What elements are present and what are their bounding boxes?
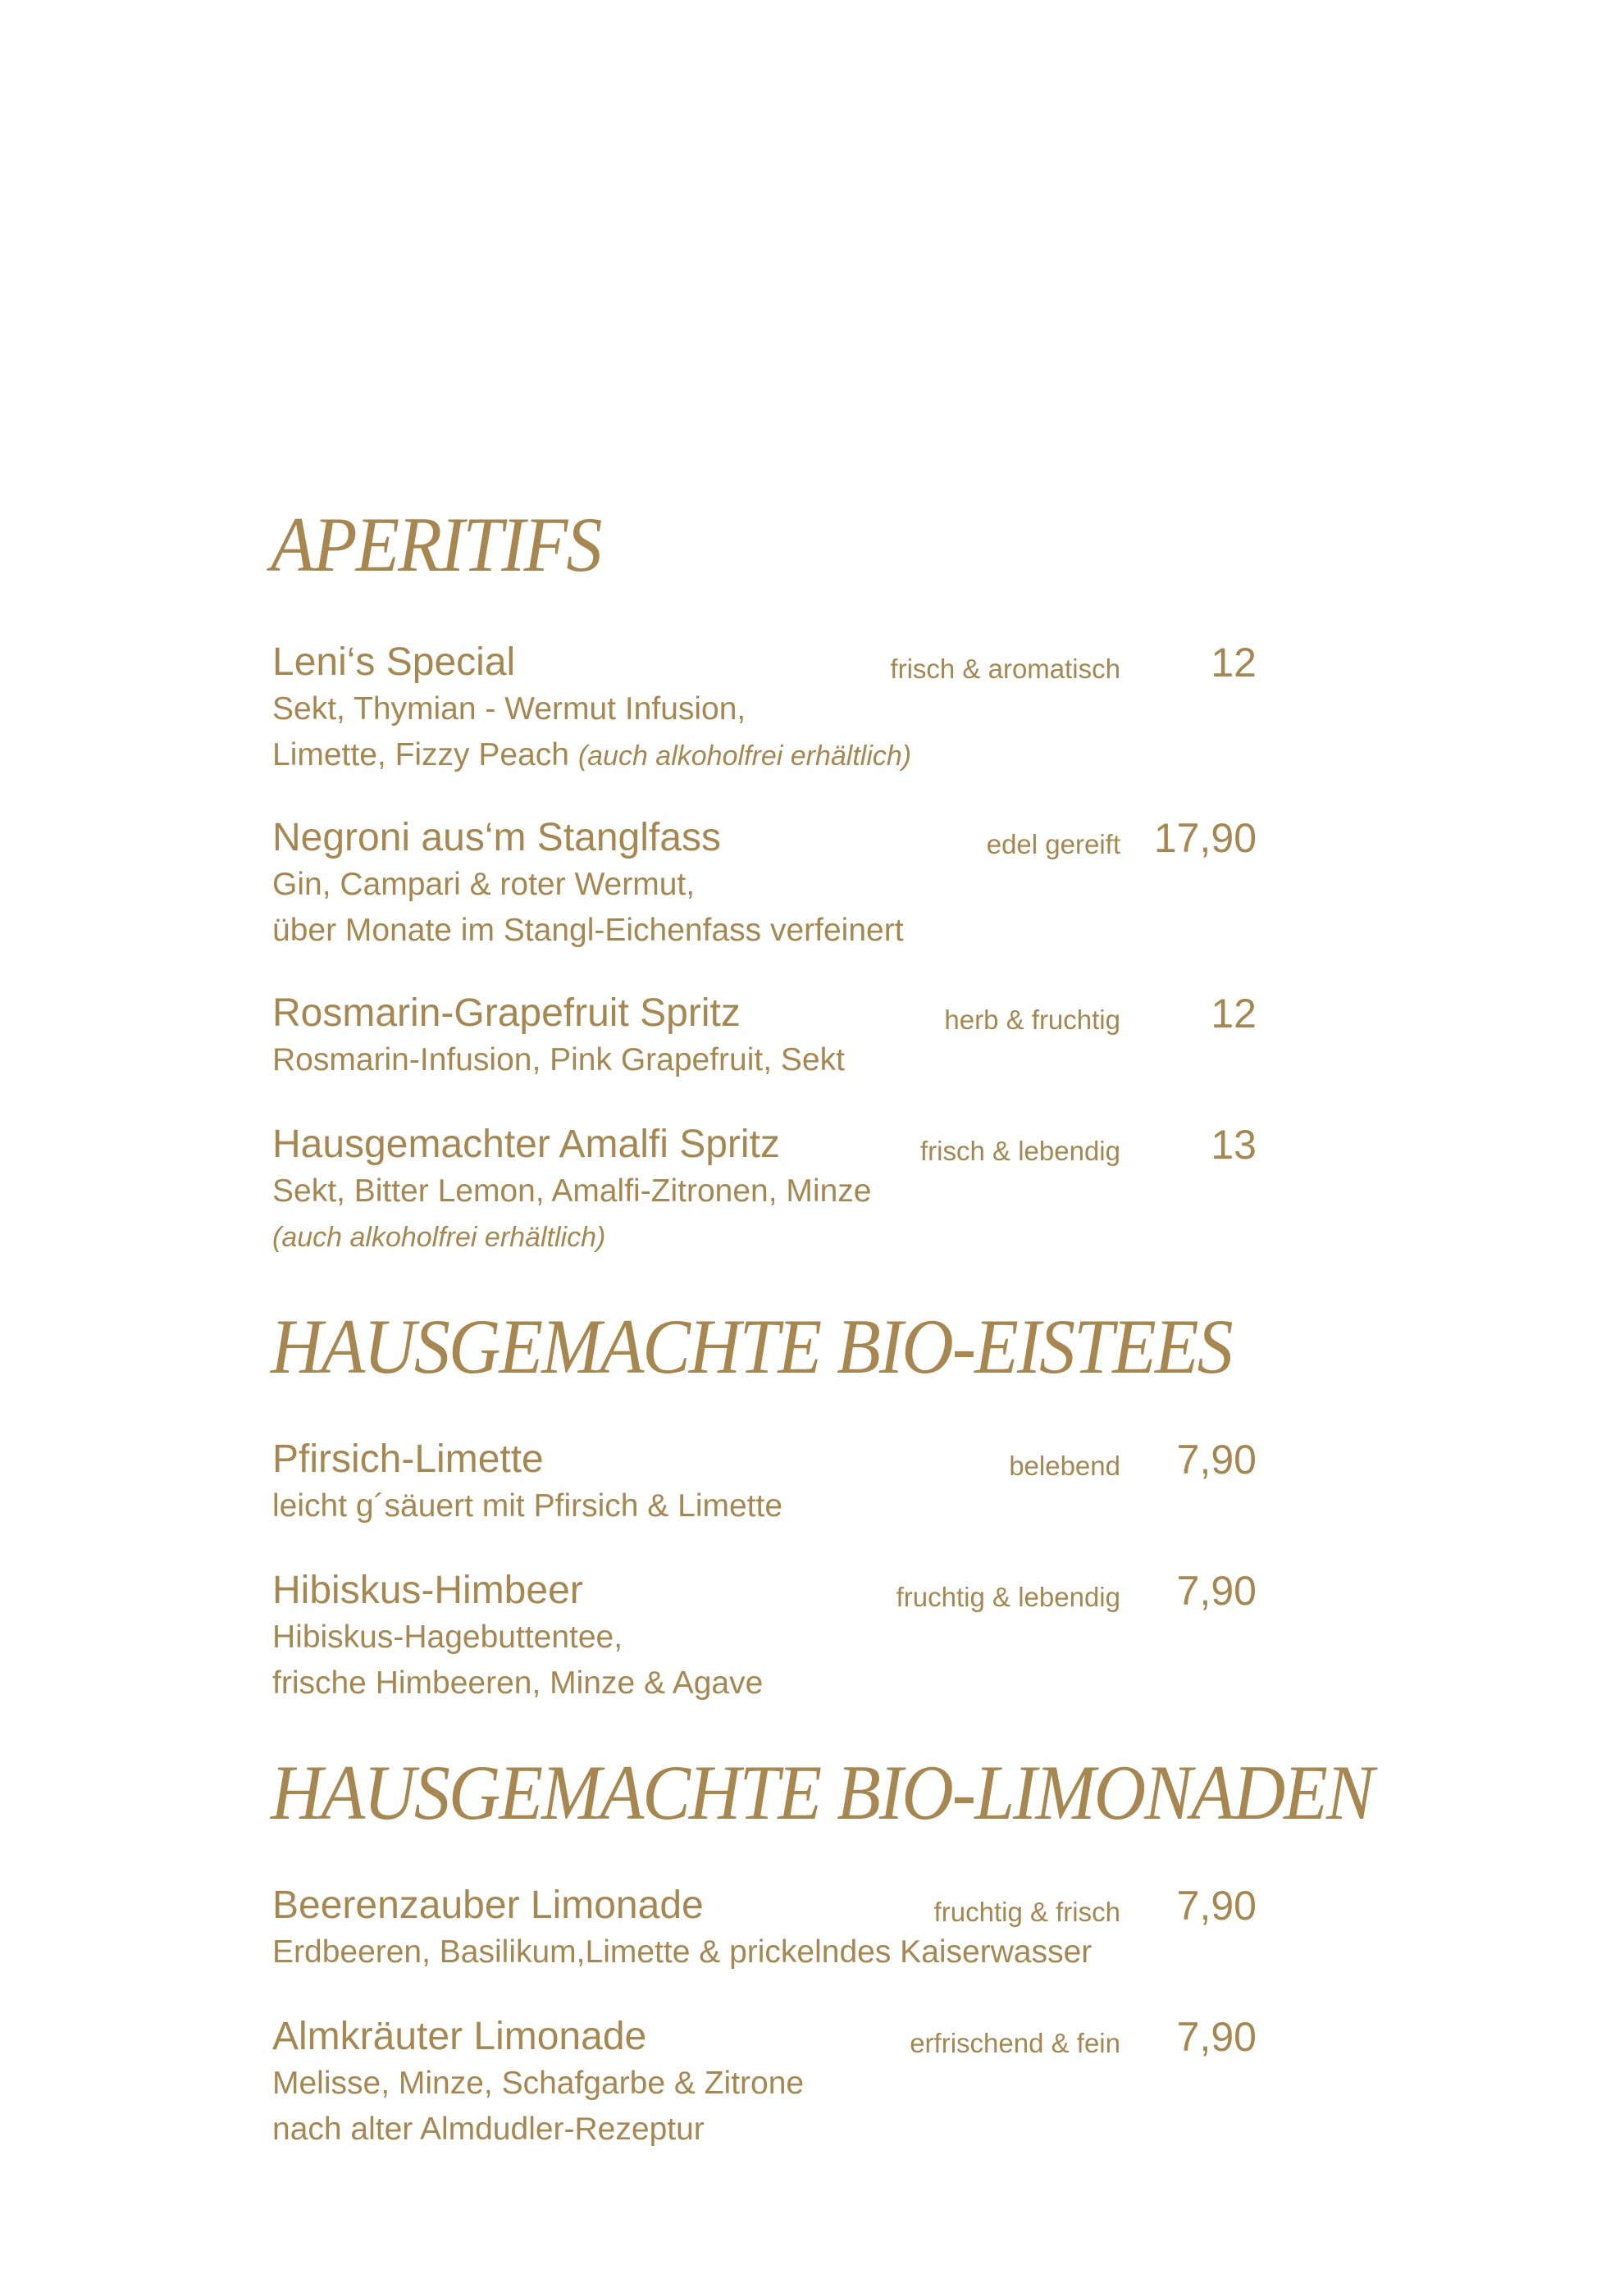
menu-item-pfirsich-limette [272, 1437, 1257, 1528]
menu-item-rosmarin-grapefruit-spritz [272, 991, 1257, 1082]
item-description-line: Erdbeeren, Basilikum,Limette & prickelndes Kaiserwasser [272, 1934, 1093, 1970]
item-name: Beerenzauber Limonade [272, 1884, 704, 1927]
item-description-line: über Monate im Stangl-Eichenfass verfeinert [272, 913, 904, 948]
item-tagline: frisch & lebendig [920, 1136, 1120, 1166]
item-description-line: frische Himbeeren, Minze & Agave [272, 1665, 764, 1701]
item-tagline: herb & fruchtig [944, 1004, 1120, 1035]
item-description-text: Limette, Fizzy Peach [272, 737, 569, 772]
item-name: Hausgemachter Amalfi Spritz [272, 1123, 780, 1166]
menu-item-almkraeuter-limonade [272, 2014, 1257, 2152]
menu-item-beerenzauber-limonade [272, 1883, 1257, 1975]
menu-item-negroni [272, 815, 1257, 953]
item-description-line: Sekt, Bitter Lemon, Amalfi-Zitronen, Minze [272, 1173, 872, 1209]
item-price: 12 [1211, 991, 1257, 1036]
item-description-line: nach alter Almdudler-Rezeptur [272, 2112, 705, 2147]
item-description-line: Gin, Campari & roter Wermut, [272, 867, 696, 902]
item-price: 17,90 [1153, 815, 1257, 861]
item-name: Hibiskus-Himbeer [272, 1569, 583, 1612]
item-tagline: fruchtig & lebendig [896, 1582, 1120, 1612]
item-description-line [272, 733, 1257, 778]
item-tagline: frisch & aromatisch [890, 654, 1120, 684]
section-heading-eistees: HAUSGEMACHTE BIO-EISTEES [271, 1304, 1232, 1391]
item-description-line: Rosmarin-Infusion, Pink Grapefruit, Sekt [272, 1042, 845, 1077]
item-description-line: Melisse, Minze, Schafgarbe & Zitrone [272, 2066, 805, 2101]
item-description-line: Hibiskus-Hagebuttentee, [272, 1620, 623, 1655]
item-price: 12 [1211, 640, 1257, 686]
section-heading-aperitifs: APERITIFS [271, 502, 601, 589]
item-description-line: Sekt, Thymian - Wermut Infusion, [272, 691, 746, 727]
item-tagline: fruchtig & frisch [933, 1897, 1120, 1927]
item-name: Negroni aus‘m Stanglfass [272, 816, 721, 859]
item-price: 7,90 [1176, 1568, 1257, 1614]
item-price: 13 [1211, 1122, 1257, 1168]
alcohol-free-note: (auch alkoholfrei erhältlich) [272, 1222, 606, 1253]
menu-item-amalfi-spritz [272, 1122, 1257, 1260]
item-description-line: leicht g´säuert mit Pfirsich & Limette [272, 1488, 783, 1524]
item-tagline: edel gereift [986, 829, 1120, 859]
item-price: 7,90 [1176, 1437, 1257, 1483]
item-name: Almkräuter Limonade [272, 2015, 647, 2058]
item-name: Rosmarin-Grapefruit Spritz [272, 991, 741, 1035]
item-tagline: erfrischend & fein [910, 2028, 1120, 2058]
item-price: 7,90 [1176, 2014, 1257, 2060]
alcohol-free-note: (auch alkoholfrei erhältlich) [577, 740, 912, 772]
menu-item-lenis-special [272, 640, 1257, 778]
item-price: 7,90 [1176, 1883, 1257, 1929]
item-name: Leni‘s Special [272, 640, 516, 684]
item-tagline: belebend [1009, 1451, 1120, 1481]
section-heading-limonaden: HAUSGEMACHTE BIO-LIMONADEN [271, 1750, 1373, 1837]
item-name: Pfirsich-Limette [272, 1437, 544, 1481]
menu-item-hibiskus-himbeer [272, 1568, 1257, 1706]
